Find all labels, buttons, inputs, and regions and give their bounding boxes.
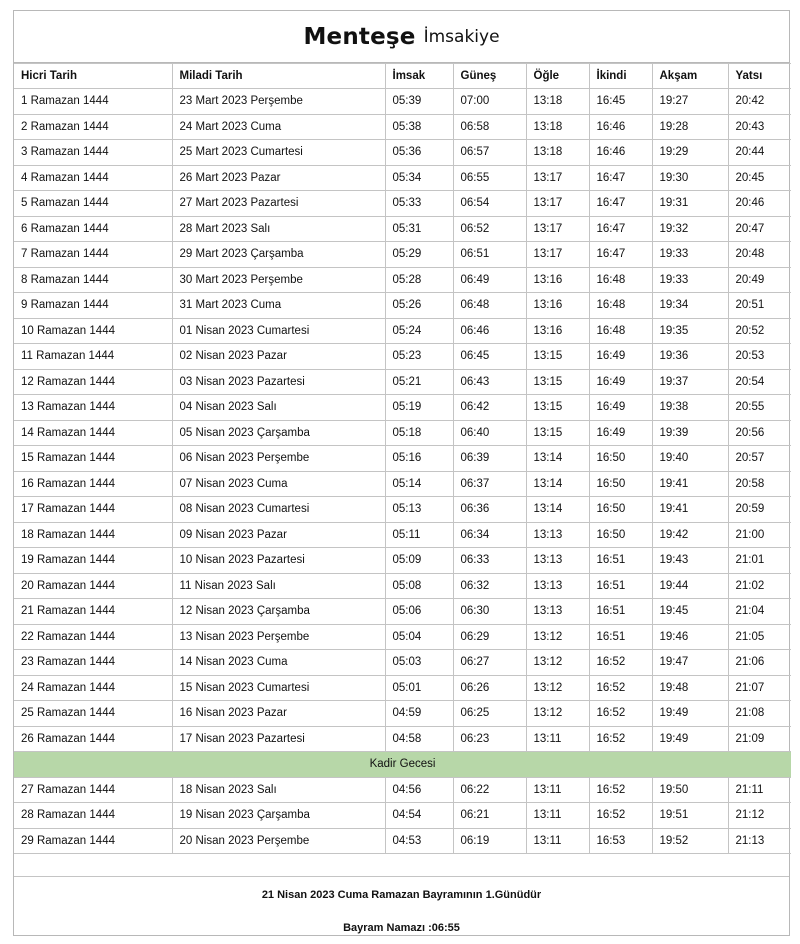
- table-row: [14, 369, 791, 395]
- table-cell: 21:09: [728, 726, 791, 752]
- table-cell: 06:51: [453, 242, 526, 268]
- table-cell: 13:11: [526, 828, 589, 854]
- table-row: [14, 242, 791, 268]
- table-cell: 19:39: [652, 420, 728, 446]
- table-row: [14, 420, 791, 446]
- table-cell: 06:25: [453, 701, 526, 727]
- table-cell: 05:16: [385, 446, 453, 472]
- table-cell: 11 Ramazan 1444: [14, 344, 172, 370]
- table-cell: 07:00: [453, 89, 526, 115]
- table-cell: 24 Mart 2023 Cuma: [172, 114, 385, 140]
- table-cell: 20 Ramazan 1444: [14, 573, 172, 599]
- table-cell: 27 Mart 2023 Pazartesi: [172, 191, 385, 217]
- table-cell: 05:26: [385, 293, 453, 319]
- table-cell: 13:15: [526, 420, 589, 446]
- table-cell: 19:42: [652, 522, 728, 548]
- table-cell: 13:14: [526, 497, 589, 523]
- table-cell: 19:49: [652, 701, 728, 727]
- table-cell: 21:02: [728, 573, 791, 599]
- table-cell: 06 Nisan 2023 Perşembe: [172, 446, 385, 472]
- column-header: Yatsı: [728, 64, 791, 89]
- table-cell: 09 Nisan 2023 Pazar: [172, 522, 385, 548]
- table-cell: 06:48: [453, 293, 526, 319]
- table-cell: 16:51: [589, 548, 652, 574]
- table-cell: 19:40: [652, 446, 728, 472]
- table-cell: 20:42: [728, 89, 791, 115]
- footer: [14, 851, 789, 935]
- table-cell: 19:35: [652, 318, 728, 344]
- table-cell: 19:28: [652, 114, 728, 140]
- table-cell: 05:19: [385, 395, 453, 421]
- table-cell: 21:04: [728, 599, 791, 625]
- table-cell: 16:50: [589, 446, 652, 472]
- table-cell: 05:31: [385, 216, 453, 242]
- table-cell: 20:43: [728, 114, 791, 140]
- table-cell: 13:16: [526, 318, 589, 344]
- table-cell: 14 Ramazan 1444: [14, 420, 172, 446]
- table-cell: 1 Ramazan 1444: [14, 89, 172, 115]
- table-row: [14, 89, 791, 115]
- bayram-namazi: Bayram Namazı :06:55: [343, 922, 460, 934]
- table-cell: 21:05: [728, 624, 791, 650]
- table-cell: 13:16: [526, 267, 589, 293]
- table-cell: 06:40: [453, 420, 526, 446]
- table-cell: 13:12: [526, 624, 589, 650]
- table-cell: 05:24: [385, 318, 453, 344]
- table-cell: 05:29: [385, 242, 453, 268]
- table-cell: 06:54: [453, 191, 526, 217]
- table-cell: 16:47: [589, 242, 652, 268]
- prayer-times-table: [14, 63, 791, 854]
- table-cell: 2 Ramazan 1444: [14, 114, 172, 140]
- table-cell: 20:48: [728, 242, 791, 268]
- table-cell: 19:33: [652, 242, 728, 268]
- table-cell: 05:09: [385, 548, 453, 574]
- table-row: [14, 216, 791, 242]
- table-cell: 17 Nisan 2023 Pazartesi: [172, 726, 385, 752]
- table-row: [14, 777, 791, 803]
- table-cell: 19 Ramazan 1444: [14, 548, 172, 574]
- table-cell: 19:30: [652, 165, 728, 191]
- table-cell: 06:55: [453, 165, 526, 191]
- table-cell: 13:16: [526, 293, 589, 319]
- table-cell: 16:52: [589, 777, 652, 803]
- table-cell: 06:49: [453, 267, 526, 293]
- table-cell: 23 Mart 2023 Perşembe: [172, 89, 385, 115]
- table-cell: 16:47: [589, 216, 652, 242]
- table-row: [14, 344, 791, 370]
- table-cell: 05:18: [385, 420, 453, 446]
- table-row: [14, 599, 791, 625]
- footer-blank-row: [14, 851, 789, 877]
- table-cell: 16:47: [589, 191, 652, 217]
- table-cell: 16:49: [589, 369, 652, 395]
- table-cell: 05:21: [385, 369, 453, 395]
- table-cell: 20:55: [728, 395, 791, 421]
- table-cell: 06:29: [453, 624, 526, 650]
- table-cell: 16:53: [589, 828, 652, 854]
- kadir-gecesi-row: [14, 752, 791, 778]
- table-cell: 05:03: [385, 650, 453, 676]
- table-cell: 8 Ramazan 1444: [14, 267, 172, 293]
- table-row: [14, 293, 791, 319]
- table-cell: 05:14: [385, 471, 453, 497]
- table-cell: 13:13: [526, 548, 589, 574]
- table-cell: 05:06: [385, 599, 453, 625]
- table-cell: 18 Ramazan 1444: [14, 522, 172, 548]
- table-cell: 19 Nisan 2023 Çarşamba: [172, 803, 385, 829]
- table-cell: 20:58: [728, 471, 791, 497]
- table-cell: 16:52: [589, 803, 652, 829]
- table-cell: 5 Ramazan 1444: [14, 191, 172, 217]
- table-cell: 19:46: [652, 624, 728, 650]
- table-cell: 16:52: [589, 675, 652, 701]
- table-cell: 16:52: [589, 726, 652, 752]
- table-cell: 15 Ramazan 1444: [14, 446, 172, 472]
- table-cell: 06:37: [453, 471, 526, 497]
- table-row: [14, 701, 791, 727]
- table-cell: 13:11: [526, 777, 589, 803]
- table-cell: 3 Ramazan 1444: [14, 140, 172, 166]
- table-cell: 20:44: [728, 140, 791, 166]
- table-cell: 04 Nisan 2023 Salı: [172, 395, 385, 421]
- table-cell: 06:43: [453, 369, 526, 395]
- table-row: [14, 114, 791, 140]
- table-cell: 13:12: [526, 650, 589, 676]
- table-cell: 16:51: [589, 599, 652, 625]
- table-cell: 20:53: [728, 344, 791, 370]
- bayram-note: 21 Nisan 2023 Cuma Ramazan Bayramının 1.Günüdür: [261, 889, 542, 901]
- table-cell: 13 Ramazan 1444: [14, 395, 172, 421]
- table-cell: 13:15: [526, 369, 589, 395]
- table-cell: 19:52: [652, 828, 728, 854]
- table-cell: 06:34: [453, 522, 526, 548]
- column-header: İkindi: [589, 64, 652, 89]
- table-cell: 16:49: [589, 344, 652, 370]
- table-cell: 06:22: [453, 777, 526, 803]
- column-header: İmsak: [385, 64, 453, 89]
- table-cell: 06:39: [453, 446, 526, 472]
- table-cell: 19:34: [652, 293, 728, 319]
- table-cell: 13:15: [526, 395, 589, 421]
- table-cell: 16:45: [589, 89, 652, 115]
- table-cell: 05:39: [385, 89, 453, 115]
- table-cell: 06:33: [453, 548, 526, 574]
- table-header-row: [14, 64, 791, 89]
- table-cell: 26 Mart 2023 Pazar: [172, 165, 385, 191]
- column-header: Güneş: [453, 64, 526, 89]
- table-cell: 16:48: [589, 293, 652, 319]
- table-row: [14, 675, 791, 701]
- table-cell: 28 Mart 2023 Salı: [172, 216, 385, 242]
- table-row: [14, 395, 791, 421]
- table-cell: 13:13: [526, 573, 589, 599]
- table-cell: 19:38: [652, 395, 728, 421]
- table-cell: 04:59: [385, 701, 453, 727]
- table-cell: 06:21: [453, 803, 526, 829]
- table-cell: 15 Nisan 2023 Cumartesi: [172, 675, 385, 701]
- table-cell: 13:13: [526, 522, 589, 548]
- table-cell: 16:48: [589, 267, 652, 293]
- table-cell: 13:15: [526, 344, 589, 370]
- table-cell: 06:42: [453, 395, 526, 421]
- table-cell: 13:18: [526, 114, 589, 140]
- title-subtitle: İmsakiye: [423, 26, 500, 47]
- table-cell: 7 Ramazan 1444: [14, 242, 172, 268]
- table-row: [14, 140, 791, 166]
- table-cell: 13:13: [526, 599, 589, 625]
- table-cell: 13:14: [526, 446, 589, 472]
- table-row: [14, 726, 791, 752]
- table-cell: 04:53: [385, 828, 453, 854]
- table-cell: 05:23: [385, 344, 453, 370]
- table-cell: 03 Nisan 2023 Pazartesi: [172, 369, 385, 395]
- table-row: [14, 828, 791, 854]
- table-cell: 21:12: [728, 803, 791, 829]
- table-cell: 01 Nisan 2023 Cumartesi: [172, 318, 385, 344]
- kadir-gecesi-label: Kadir Gecesi: [14, 752, 791, 778]
- table-cell: 05:36: [385, 140, 453, 166]
- table-cell: 13:14: [526, 471, 589, 497]
- table-cell: 05:33: [385, 191, 453, 217]
- table-cell: 06:58: [453, 114, 526, 140]
- table-cell: 06:26: [453, 675, 526, 701]
- table-cell: 25 Mart 2023 Cumartesi: [172, 140, 385, 166]
- table-cell: 16:52: [589, 650, 652, 676]
- table-cell: 06:19: [453, 828, 526, 854]
- table-cell: 31 Mart 2023 Cuma: [172, 293, 385, 319]
- table-cell: 04:58: [385, 726, 453, 752]
- table-cell: 16 Nisan 2023 Pazar: [172, 701, 385, 727]
- table-cell: 18 Nisan 2023 Salı: [172, 777, 385, 803]
- table-cell: 05:28: [385, 267, 453, 293]
- table-cell: 21:06: [728, 650, 791, 676]
- table-cell: 13:12: [526, 675, 589, 701]
- table-cell: 21:01: [728, 548, 791, 574]
- table-cell: 19:33: [652, 267, 728, 293]
- table-cell: 12 Ramazan 1444: [14, 369, 172, 395]
- table-cell: 21:13: [728, 828, 791, 854]
- table-cell: 06:52: [453, 216, 526, 242]
- table-cell: 24 Ramazan 1444: [14, 675, 172, 701]
- column-header: Öğle: [526, 64, 589, 89]
- column-header: Akşam: [652, 64, 728, 89]
- table-cell: 16:51: [589, 624, 652, 650]
- table-cell: 13:18: [526, 140, 589, 166]
- table-cell: 02 Nisan 2023 Pazar: [172, 344, 385, 370]
- table-cell: 05:13: [385, 497, 453, 523]
- table-row: [14, 318, 791, 344]
- table-cell: 06:46: [453, 318, 526, 344]
- table-cell: 21 Ramazan 1444: [14, 599, 172, 625]
- table-cell: 05:08: [385, 573, 453, 599]
- table-cell: 20:56: [728, 420, 791, 446]
- table-cell: 19:50: [652, 777, 728, 803]
- table-cell: 19:43: [652, 548, 728, 574]
- table-cell: 19:44: [652, 573, 728, 599]
- table-cell: 27 Ramazan 1444: [14, 777, 172, 803]
- table-cell: 16:47: [589, 165, 652, 191]
- table-cell: 4 Ramazan 1444: [14, 165, 172, 191]
- table-cell: 30 Mart 2023 Perşembe: [172, 267, 385, 293]
- table-cell: 13:17: [526, 165, 589, 191]
- table-cell: 13:11: [526, 726, 589, 752]
- table-cell: 20:49: [728, 267, 791, 293]
- table-row: [14, 650, 791, 676]
- table-cell: 16:52: [589, 701, 652, 727]
- column-header: Hicri Tarih: [14, 64, 172, 89]
- table-cell: 6 Ramazan 1444: [14, 216, 172, 242]
- table-cell: 14 Nisan 2023 Cuma: [172, 650, 385, 676]
- table-cell: 16:49: [589, 395, 652, 421]
- table-cell: 16:50: [589, 497, 652, 523]
- table-row: [14, 803, 791, 829]
- column-header: Miladi Tarih: [172, 64, 385, 89]
- table-cell: 20:45: [728, 165, 791, 191]
- table-cell: 19:27: [652, 89, 728, 115]
- table-body: [14, 89, 791, 854]
- table-cell: 19:47: [652, 650, 728, 676]
- table-cell: 05:11: [385, 522, 453, 548]
- page-title: [14, 11, 789, 63]
- table-cell: 05:34: [385, 165, 453, 191]
- table-cell: 16:51: [589, 573, 652, 599]
- table-cell: 13:17: [526, 191, 589, 217]
- table-cell: 16:49: [589, 420, 652, 446]
- table-cell: 19:32: [652, 216, 728, 242]
- table-cell: 20:54: [728, 369, 791, 395]
- table-cell: 10 Ramazan 1444: [14, 318, 172, 344]
- table-row: [14, 165, 791, 191]
- table-cell: 08 Nisan 2023 Cumartesi: [172, 497, 385, 523]
- table-cell: 9 Ramazan 1444: [14, 293, 172, 319]
- table-cell: 20:57: [728, 446, 791, 472]
- table-cell: 13:18: [526, 89, 589, 115]
- table-row: [14, 191, 791, 217]
- table-cell: 12 Nisan 2023 Çarşamba: [172, 599, 385, 625]
- table-cell: 19:45: [652, 599, 728, 625]
- table-cell: 13:17: [526, 242, 589, 268]
- table-row: [14, 573, 791, 599]
- table-cell: 28 Ramazan 1444: [14, 803, 172, 829]
- table-cell: 22 Ramazan 1444: [14, 624, 172, 650]
- table-cell: 19:51: [652, 803, 728, 829]
- table-cell: 06:32: [453, 573, 526, 599]
- table-cell: 10 Nisan 2023 Pazartesi: [172, 548, 385, 574]
- table-cell: 04:54: [385, 803, 453, 829]
- table-cell: 06:27: [453, 650, 526, 676]
- table-cell: 13:11: [526, 803, 589, 829]
- table-cell: 04:56: [385, 777, 453, 803]
- table-row: [14, 624, 791, 650]
- table-cell: 05 Nisan 2023 Çarşamba: [172, 420, 385, 446]
- table-cell: 06:57: [453, 140, 526, 166]
- table-row: [14, 548, 791, 574]
- table-cell: 11 Nisan 2023 Salı: [172, 573, 385, 599]
- table-cell: 23 Ramazan 1444: [14, 650, 172, 676]
- table-cell: 21:08: [728, 701, 791, 727]
- table-row: [14, 471, 791, 497]
- table-cell: 21:00: [728, 522, 791, 548]
- table-cell: 25 Ramazan 1444: [14, 701, 172, 727]
- table-cell: 07 Nisan 2023 Cuma: [172, 471, 385, 497]
- table-cell: 06:36: [453, 497, 526, 523]
- table-cell: 13 Nisan 2023 Perşembe: [172, 624, 385, 650]
- table-cell: 13:12: [526, 701, 589, 727]
- table-row: [14, 522, 791, 548]
- table-cell: 16:46: [589, 140, 652, 166]
- table-cell: 16 Ramazan 1444: [14, 471, 172, 497]
- table-cell: 05:04: [385, 624, 453, 650]
- table-cell: 20:51: [728, 293, 791, 319]
- table-cell: 21:07: [728, 675, 791, 701]
- table-cell: 05:38: [385, 114, 453, 140]
- imsakiye-sheet: [13, 10, 790, 936]
- table-cell: 05:01: [385, 675, 453, 701]
- table-cell: 06:30: [453, 599, 526, 625]
- table-cell: 20:52: [728, 318, 791, 344]
- table-cell: 19:41: [652, 471, 728, 497]
- title-city: Menteşe: [303, 23, 416, 50]
- table-cell: 06:45: [453, 344, 526, 370]
- table-cell: 21:11: [728, 777, 791, 803]
- table-cell: 20 Nisan 2023 Perşembe: [172, 828, 385, 854]
- table-cell: 16:46: [589, 114, 652, 140]
- table-cell: 19:49: [652, 726, 728, 752]
- table-cell: 06:23: [453, 726, 526, 752]
- table-row: [14, 446, 791, 472]
- table-cell: 19:41: [652, 497, 728, 523]
- table-cell: 19:37: [652, 369, 728, 395]
- table-cell: 20:46: [728, 191, 791, 217]
- table-cell: 26 Ramazan 1444: [14, 726, 172, 752]
- table-cell: 29 Mart 2023 Çarşamba: [172, 242, 385, 268]
- table-cell: 20:59: [728, 497, 791, 523]
- table-cell: 13:17: [526, 216, 589, 242]
- table-cell: 16:48: [589, 318, 652, 344]
- table-cell: 19:31: [652, 191, 728, 217]
- table-row: [14, 267, 791, 293]
- table-cell: 19:48: [652, 675, 728, 701]
- table-cell: 19:29: [652, 140, 728, 166]
- table-cell: 19:36: [652, 344, 728, 370]
- table-cell: 17 Ramazan 1444: [14, 497, 172, 523]
- table-cell: 16:50: [589, 471, 652, 497]
- table-cell: 20:47: [728, 216, 791, 242]
- table-row: [14, 497, 791, 523]
- table-cell: 29 Ramazan 1444: [14, 828, 172, 854]
- table-cell: 16:50: [589, 522, 652, 548]
